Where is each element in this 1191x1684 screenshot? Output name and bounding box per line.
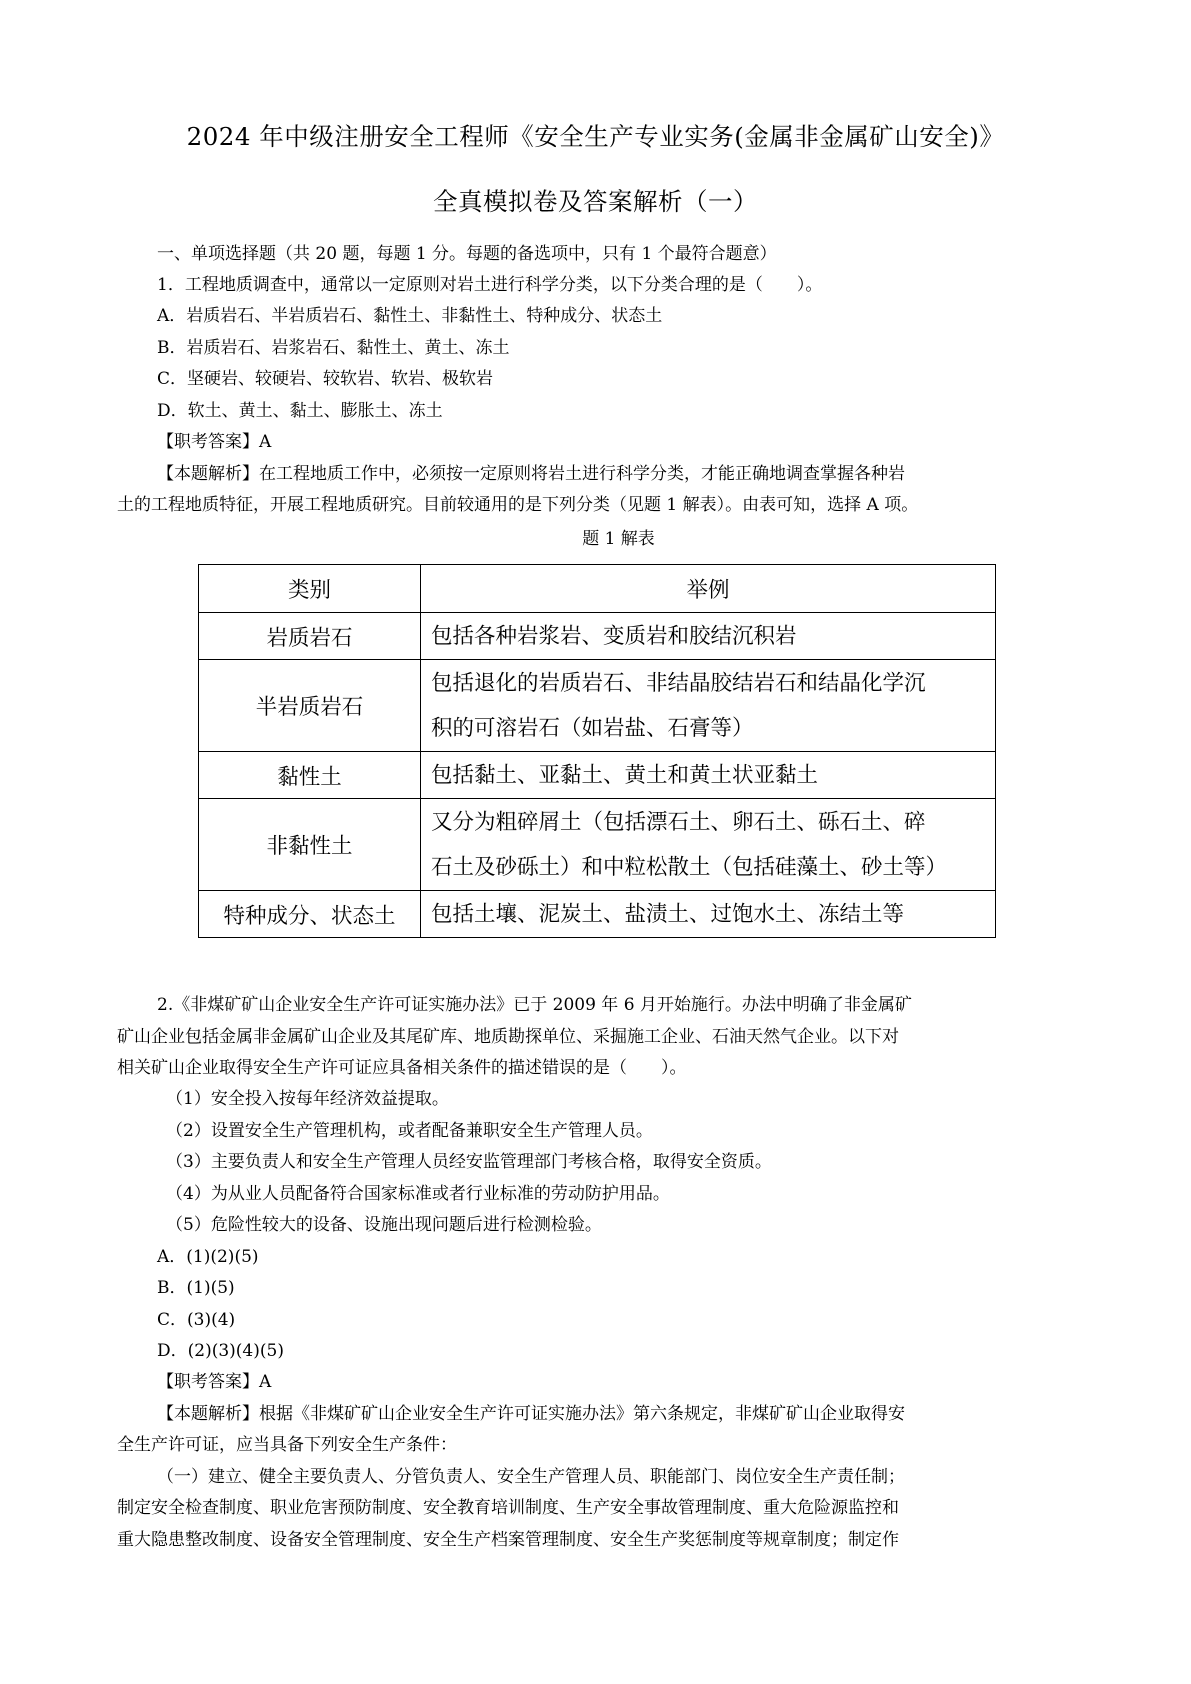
table-row <box>199 799 996 891</box>
q2-analysis-line: 全生产许可证，应当具备下列安全生产条件： <box>117 1435 457 1455</box>
q2-item: （3）主要负责人和安全生产管理人员经安监管理部门考核合格，取得安全资质。 <box>166 1152 772 1172</box>
table-row <box>199 660 996 752</box>
table-cell-line: 包括各种岩浆岩、变质岩和胶结沉积岩 <box>431 623 797 649</box>
question-2-stem-line: 2.《非煤矿矿山企业安全生产许可证实施办法》已于 2009 年 6 月开始施行。办法中明确了非金属矿 <box>157 995 912 1015</box>
table-cell-category: 半岩质岩石 <box>199 660 421 752</box>
table-cell-example <box>421 660 996 752</box>
q1-option-c: C．坚硬岩、较硬岩、较软岩、软岩、极软岩 <box>157 369 494 389</box>
q1-option-a: A．岩质岩石、半岩质岩石、黏性土、非黏性土、特种成分、状态土 <box>157 306 663 326</box>
table-header-category: 类别 <box>199 565 421 613</box>
table-header-example: 举例 <box>421 565 996 613</box>
q2-condition-line: （一）建立、健全主要负责人、分管负责人、安全生产管理人员、职能部门、岗位安全生产责任制； <box>157 1467 905 1487</box>
table-cell-example <box>421 613 996 660</box>
q1-analysis-line: 土的工程地质特征，开展工程地质研究。目前较通用的是下列分类（见题 1 解表）。由表可知，选择 A 项。 <box>117 495 919 515</box>
table-cell-line: 又分为粗碎屑土（包括漂石土、卵石土、砾石土、碎 <box>431 809 926 835</box>
q2-analysis-line: 【本题解析】根据《非煤矿矿山企业安全生产许可证实施办法》第六条规定，非煤矿矿山企业取得安 <box>157 1404 905 1424</box>
q1-answer: 【职考答案】A <box>157 432 272 452</box>
question-1-stem: 1．工程地质调查中，通常以一定原则对岩土进行科学分类，以下分类合理的是（ ）。 <box>157 275 823 295</box>
table-cell-category: 非黏性土 <box>199 799 421 891</box>
table-cell-category: 岩质岩石 <box>199 613 421 660</box>
q1-option-d: D．软土、黄土、黏土、膨胀土、冻土 <box>157 401 443 421</box>
document-subtitle: 全真模拟卷及答案解析（一） <box>433 187 758 216</box>
q2-option-c: C．(3)(4) <box>157 1310 236 1330</box>
table-row <box>199 752 996 799</box>
table-cell-category: 黏性土 <box>199 752 421 799</box>
table-cell-category: 特种成分、状态土 <box>199 891 421 938</box>
table-row <box>199 891 996 938</box>
table-row <box>199 613 996 660</box>
question-2-stem-line: 相关矿山企业取得安全生产许可证应具备相关条件的描述错误的是（ ）。 <box>117 1058 687 1078</box>
table-cell-line: 包括土壤、泥炭土、盐渍土、过饱水土、冻结土等 <box>431 901 905 927</box>
q2-item: （5）危险性较大的设备、设施出现问题后进行检测检验。 <box>166 1215 602 1235</box>
table-cell-example <box>421 891 996 938</box>
q2-item: （1）安全投入按每年经济效益提取。 <box>166 1089 449 1109</box>
q2-answer: 【职考答案】A <box>157 1372 272 1392</box>
document-title: 2024 年中级注册安全工程师《安全生产专业实务(金属非金属矿山安全)》 <box>186 122 1005 151</box>
section-heading: 一、单项选择题（共 20 题，每题 1 分。每题的备选项中，只有 1 个最符合题意） <box>157 244 777 264</box>
q1-option-b: B．岩质岩石、岩浆岩石、黏性土、黄土、冻土 <box>157 338 510 358</box>
q2-condition-line: 重大隐患整改制度、设备安全管理制度、安全生产档案管理制度、安全生产奖惩制度等规章制度；制定作 <box>117 1530 899 1550</box>
table-header-row <box>199 565 996 613</box>
q2-option-a: A．(1)(2)(5) <box>157 1247 259 1267</box>
q2-option-d: D．(2)(3)(4)(5) <box>157 1341 284 1361</box>
q2-item: （4）为从业人员配备符合国家标准或者行业标准的劳动防护用品。 <box>166 1184 670 1204</box>
q1-analysis-line: 【本题解析】在工程地质工作中，必须按一定原则将岩土进行科学分类，才能正确地调查掌握各种岩 <box>157 464 905 484</box>
question-2-stem-line: 矿山企业包括金属非金属矿山企业及其尾矿库、地质勘探单位、采掘施工企业、石油天然气企业。以下对 <box>117 1027 899 1047</box>
table-cell-line: 包括黏土、亚黏土、黄土和黄土状亚黏土 <box>431 762 819 788</box>
table-caption: 题 1 解表 <box>582 529 655 549</box>
table-cell-line: 石土及砂砾土）和中粒松散土（包括硅藻土、砂土等） <box>431 854 948 880</box>
q2-option-b: B．(1)(5) <box>157 1278 235 1298</box>
table-cell-line: 包括退化的岩质岩石、非结晶胶结岩石和结晶化学沉 <box>431 670 926 696</box>
table-cell-example <box>421 752 996 799</box>
table-cell-line: 积的可溶岩石（如岩盐、石膏等） <box>431 715 754 741</box>
classification-table <box>198 564 996 938</box>
q2-item: （2）设置安全生产管理机构，或者配备兼职安全生产管理人员。 <box>166 1121 653 1141</box>
q2-condition-line: 制定安全检查制度、职业危害预防制度、安全教育培训制度、生产安全事故管理制度、重大危险源监控和 <box>117 1498 899 1518</box>
table-cell-example <box>421 799 996 891</box>
